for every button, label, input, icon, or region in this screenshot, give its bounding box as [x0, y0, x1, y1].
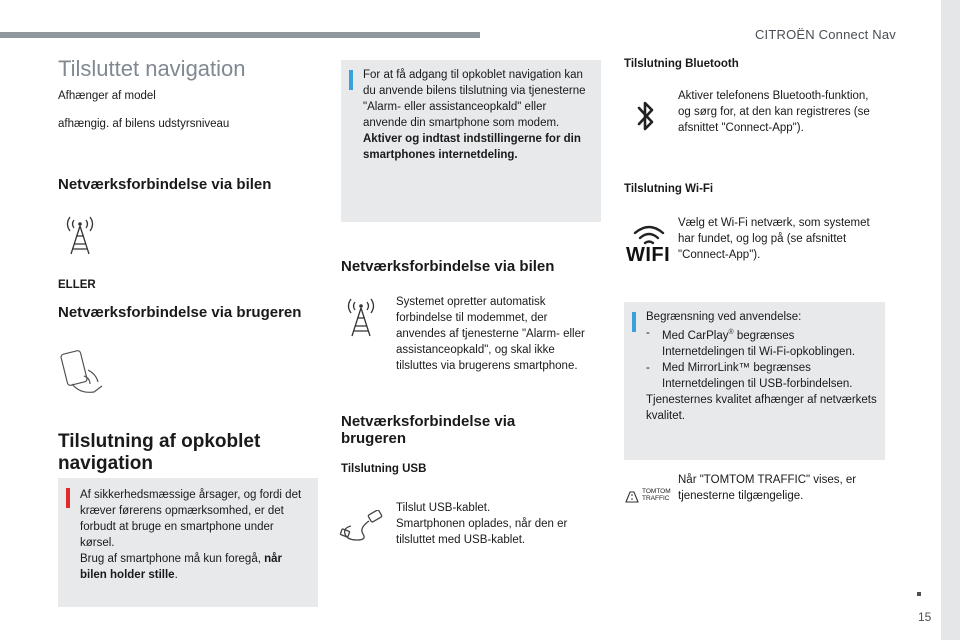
wifi-heading: Tilslutning Wi-Fi — [624, 183, 714, 195]
info-box-text: For at få adgang til opkoblet navigation kan du anvende bilens tilslutning via tjenesterne "Alarm- eller assistanceopkald" eller anvende din smartphone som modem. Aktiver og indtast indstillingerne for din smartphones internetdeling. — [363, 69, 586, 161]
car-connection-heading-2: Netværksforbindelse via bilen — [341, 258, 555, 275]
antenna-icon-2 — [343, 296, 379, 338]
page-marker — [917, 592, 921, 596]
connected-navigation-heading: Tilslutning af opkoblet navigation — [58, 431, 261, 474]
info-mark-icon-2 — [632, 312, 636, 332]
or-separator: ELLER — [58, 279, 96, 291]
header-bar — [0, 32, 480, 38]
user-connection-heading-2: Netværksforbindelse via brugeren — [341, 413, 516, 447]
warning-text: Af sikkerhedsmæssige årsager, og fordi det kræver førerens opmærksomhed, er det forbudt at bruge en smartphone under kørsel. Brug af smartphone må kun foregå, når bilen holder stille. — [80, 489, 302, 581]
user-connection-heading: Netværksforbindelse via brugeren — [58, 304, 302, 321]
usb-heading: Tilslutning USB — [341, 463, 427, 475]
smartphone-hand-icon — [58, 348, 106, 398]
info-box-limits — [624, 302, 885, 460]
page-title: Tilsluttet navigation — [58, 56, 246, 81]
info-box-modem — [341, 60, 601, 222]
bluetooth-text: Aktiver telefonens Bluetooth-funktion, og sørg for, at den kan registreres (se afsnittet "Connect-App"). — [678, 90, 870, 134]
wifi-logo-text: WIFI — [626, 244, 671, 266]
bluetooth-icon — [634, 98, 658, 134]
wifi-text: Vælg et Wi-Fi netværk, som systemet har fundet, og log på (se afsnittet "Connect-App"). — [678, 217, 870, 261]
limits-text: Begrænsning ved anvendelse: - Med CarPlay® begrænses Internetdelingen til Wi-Fi-opkoblingen. - Med MirrorLink™ begrænses Internetdelingen til USB-forbindelsen. Tjenesternes kvalitet afhænger af netværkets kvalitet. — [646, 311, 877, 422]
antenna-icon — [62, 214, 98, 256]
warning-box — [58, 478, 318, 607]
bluetooth-heading: Tilslutning Bluetooth — [624, 58, 739, 70]
car-connection-heading: Netværksforbindelse via bilen — [58, 176, 272, 193]
usb-cable-icon — [339, 510, 385, 546]
wifi-icon — [626, 222, 672, 246]
model-note: Afhænger af model — [58, 90, 156, 102]
equipment-note: afhængig. af bilens udstyrsniveau — [58, 118, 230, 130]
tomtom-text: Når "TOMTOM TRAFFIC" vises, er tjenesterne tilgængelige. — [678, 474, 857, 502]
page-number: 15 — [918, 610, 932, 624]
car-connection-text: Systemet opretter automatisk forbindelse til modemmet, der anvendes af tjenesterne "Alarm- eller assistanceopkald", og skal ikke tilsluttes via brugerens smartphone. — [396, 296, 585, 372]
header-brand: CITROËN Connect Nav — [754, 27, 896, 42]
page-edge-band — [941, 0, 960, 640]
info-mark-icon — [349, 70, 353, 90]
warning-mark-icon — [66, 488, 70, 508]
usb-text: Tilslut USB-kablet. Smartphonen oplades, når den er tilsluttet med USB-kablet. — [396, 502, 568, 546]
